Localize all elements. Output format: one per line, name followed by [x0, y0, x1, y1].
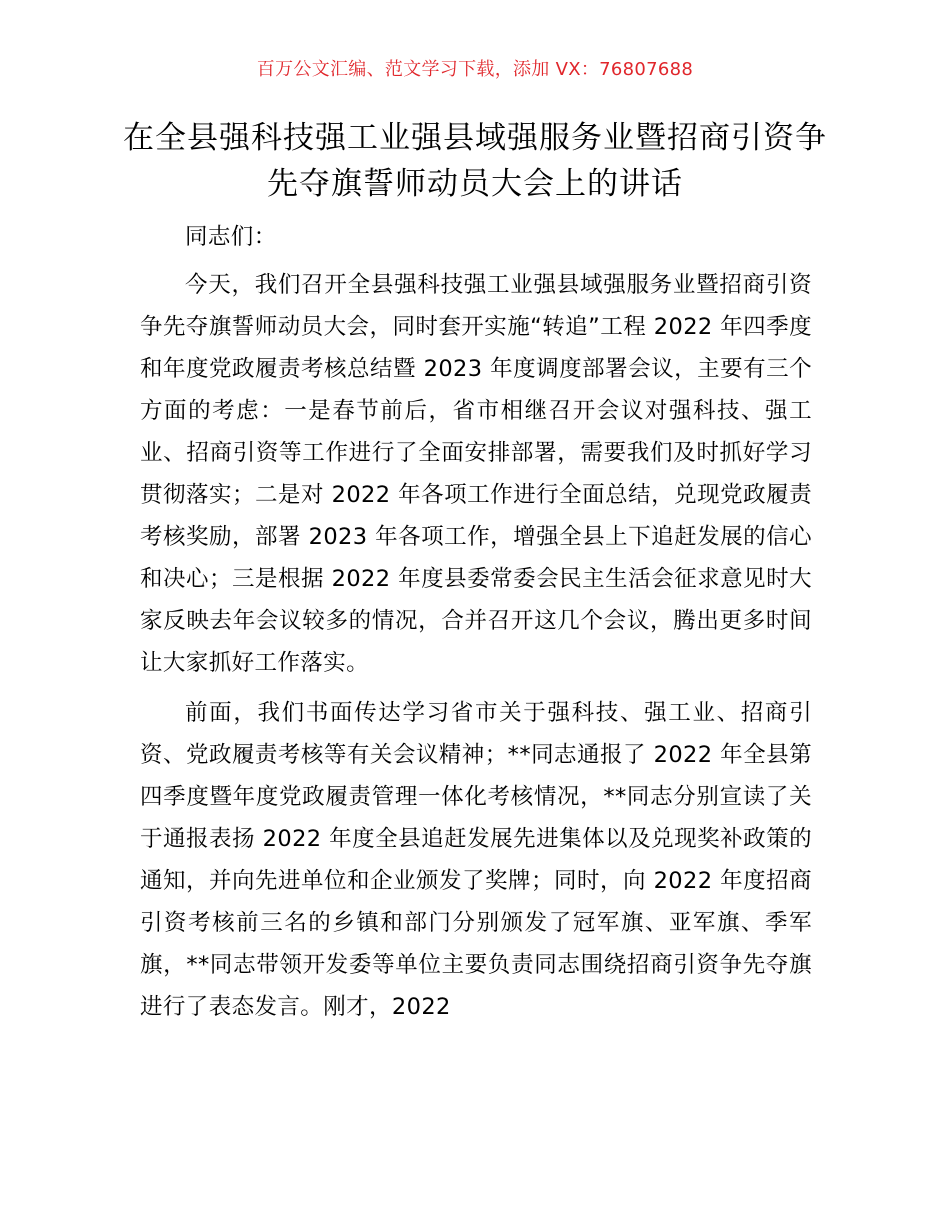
document-body [140, 216, 812, 1036]
watermark-banner: 百万公文汇编、范文学习下载，添加 VX：76807688 [256, 59, 694, 80]
paragraph-1: 今天，我们召开全县强科技强工业强县域强服务业暨招商引资争先夺旗誓师动员大会，同时套开实施“转追”工程 2022 年四季度和年度党政履责考核总结暨 2023 年度调度部署会议，主要有三个方面的考虑：一是春节前后，省市相继召开会议对强科技、强工业、招商引资等工作进行了全面安排部署，需要我们及时抓好学习贯彻落实；二是对 2022 年各项工作进行全面总结，兑现党政履责考核奖励，部署 2023 年各项工作，增强全县上下追赶发展的信心和决心；三是根据 2022 年度县委常委会民主生活会征求意见时大家反映去年会议较多的情况，合并召开这几个会议，腾出更多时间让大家抓好工作落实。 [140, 272, 812, 676]
salutation: 同志们： [185, 224, 277, 250]
paragraph-2: 前面，我们书面传达学习省市关于强科技、强工业、招商引资、党政履责考核等有关会议精神；**同志通报了 2022 年全县第四季度暨年度党政履责管理一体化考核情况，**同志分别宣读了关于通报表扬 2022 年度全县追赶发展先进集体以及兑现奖补政策的通知，并向先进单位和企业颁发了奖牌；同时，向 2022 年度招商引资考核前三名的乡镇和部门分别颁发了冠军旗、亚军旗、季军旗，**同志带领开发委等单位主要负责同志围绕招商引资争先夺旗进行了表态发言。刚才，2022 [140, 700, 812, 1020]
document-title: 在全县强科技强工业强县域强服务业暨招商引资争先夺旗誓师动员大会上的讲话 [123, 120, 827, 202]
